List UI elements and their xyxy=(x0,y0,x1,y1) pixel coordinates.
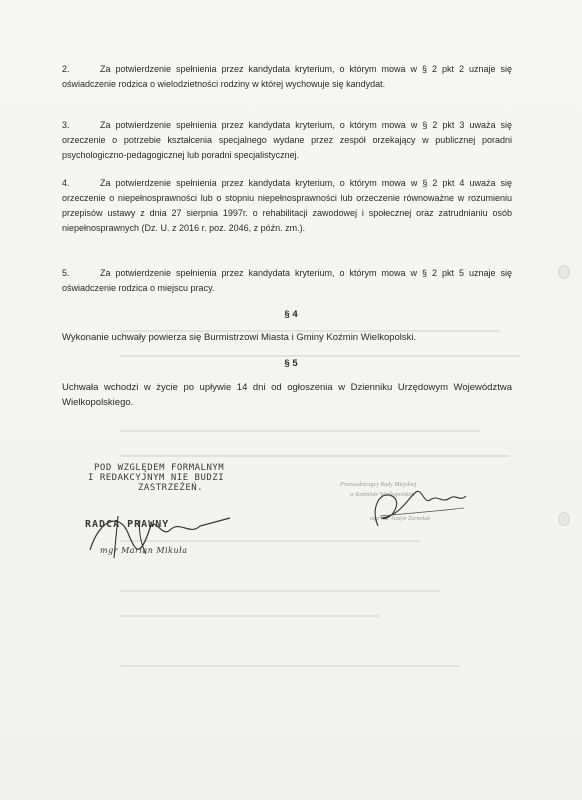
legal-advisor-signature xyxy=(80,508,240,568)
item-number: 4. xyxy=(62,178,70,188)
section-5-text: Uchwała wchodzi w życie po upływie 14 dni od ogłoszenia w Dzienniku Urzędowym Województwa Wielkopolskiego. xyxy=(62,382,512,408)
stamp-line-1: POD WZGLĘDEM FORMALNYM xyxy=(94,463,225,473)
section-4-text: Wykonanie uchwały powierza się Burmistrzowi Miasta i Gminy Koźmin Wielkopolski. xyxy=(62,332,417,343)
stamp-line-2: I REDAKCYJNYM NIE BUDZI xyxy=(88,473,225,483)
chairman-signature xyxy=(360,478,480,538)
stamp-name: mgr Marian Mikuła xyxy=(100,546,188,555)
section-5-heading: § 5 xyxy=(284,358,298,369)
chairman-stamp-name: mgr inż. Justyn Żarnołak xyxy=(370,516,430,522)
item-number: 5. xyxy=(62,268,70,278)
section-4-heading: § 4 xyxy=(284,309,298,320)
paragraph-item-3 xyxy=(62,118,512,163)
bleed-through xyxy=(120,430,480,432)
legal-approval-stamp xyxy=(88,463,224,493)
item-number: 3. xyxy=(62,120,70,130)
item-number: 2. xyxy=(62,64,70,74)
punch-hole xyxy=(558,265,570,279)
bleed-through xyxy=(120,590,440,592)
chairman-stamp-line-1: Przewodniczący Rady Miejskiej xyxy=(340,482,417,488)
bleed-through xyxy=(120,455,510,457)
item-text: Za potwierdzenie spełnienia przez kandydata kryterium, o którym mowa w § 2 pkt 4 uważa się orzeczenie o niepełnosprawności lub o stopniu niepełnosprawności lub orzeczenie równoważne w rozumieniu przepisów ustawy z dnia 27 sierpnia 1997r. o rehabilitacji zawodowej i społecznej oraz zatrudnianiu osób niepełnosprawnych (Dz. U. z 2016 r. poz. 2046, z późn. zm.). xyxy=(62,178,512,233)
item-text: Za potwierdzenie spełnienia przez kandydata kryterium, o którym mowa w § 2 pkt 2 uznaje się oświadczenie rodzica o wielodzietności rodziny w której wychowuje się kandydat. xyxy=(62,64,512,89)
item-text: Za potwierdzenie spełnienia przez kandydata kryterium, o którym mowa w § 2 pkt 3 uważa się orzeczenie o potrzebie kształcenia specjalnego wydane przez zespół orzekający w publicznej poradni psychologiczno-pedagogicznej lub poradni specjalistycznej. xyxy=(62,120,512,160)
paragraph-item-5 xyxy=(62,266,512,296)
stamp-line-3: ZASTRZEŻEŃ. xyxy=(138,483,204,493)
punch-hole xyxy=(558,512,570,526)
chairman-stamp-line-2: w Koźminie Wielkopolskim xyxy=(350,492,415,498)
paragraph-item-4 xyxy=(62,176,512,236)
bleed-through xyxy=(120,355,520,357)
stamp-title: RADCA PRAWNY xyxy=(85,519,170,530)
bleed-through xyxy=(120,615,380,617)
paragraph-item-2 xyxy=(62,62,512,92)
item-text: Za potwierdzenie spełnienia przez kandydata kryterium, o którym mowa w § 2 pkt 5 uznaje się oświadczenie rodzica o miejscu pracy. xyxy=(62,268,512,293)
bleed-through xyxy=(120,665,460,667)
